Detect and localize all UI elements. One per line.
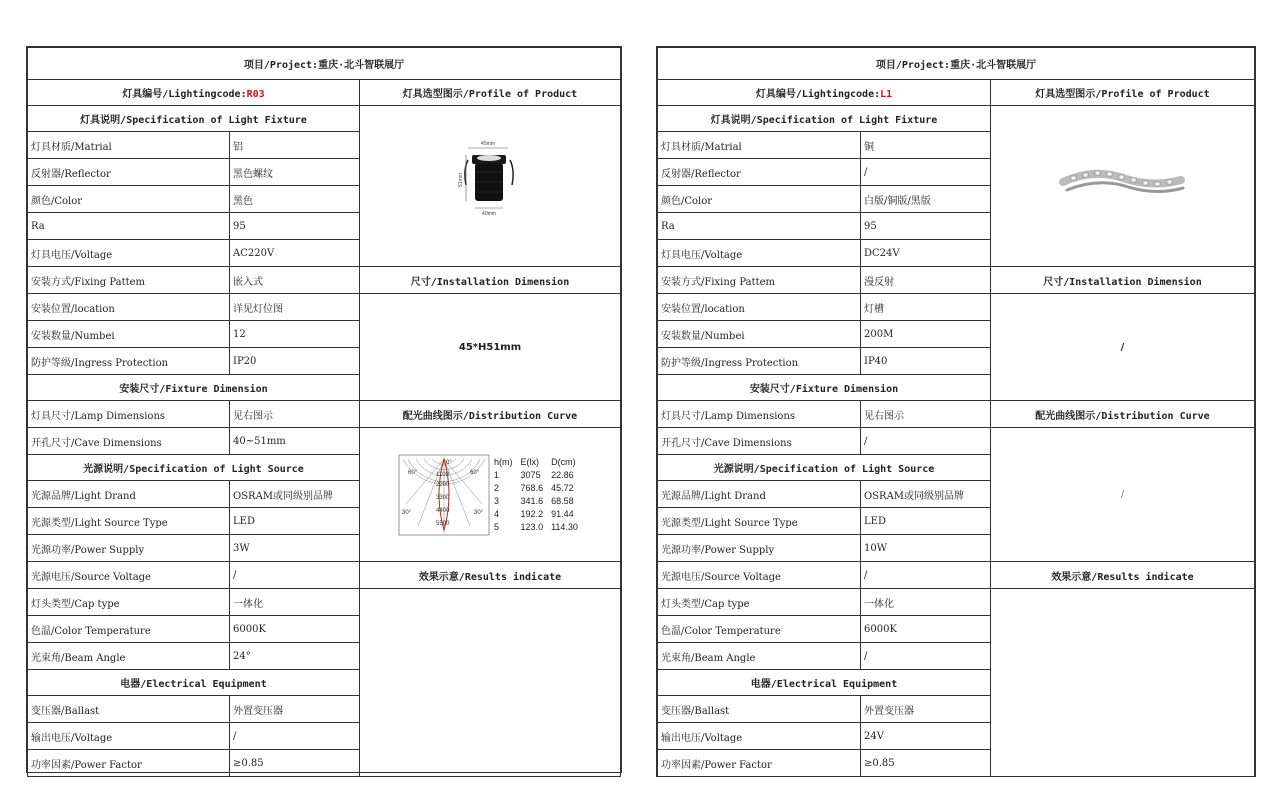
table-row: 4 192.2 91.44	[494, 508, 574, 519]
spec-sheet-r03	[26, 46, 622, 773]
table-row: 防护等级/Ingress Protection IP20	[28, 348, 621, 375]
table-row: 5 123.0 114.30	[494, 521, 578, 532]
table-row: 安装位置/location 详见灯位图 45*H51mm	[28, 294, 621, 321]
results-header: 效果示意/Results indicate	[360, 562, 621, 589]
distribution-curve: /	[991, 428, 1255, 562]
table-row: 反射器/Reflector 黑色螺纹	[28, 159, 621, 186]
table-row: 反射器/Reflector /	[658, 159, 1255, 186]
project-title: 项目/Project:重庆·北斗智联展厅	[658, 48, 1255, 80]
product-image	[360, 106, 621, 267]
table-row: 开孔尺寸/Cave Dimensions 40~51mm 60° 60° 30° 30° 0° 1100 2200 3300 4400 5500 h(m) E(lx) D(cm) 1 3075 22.86 2 768.6 45.72 3 341.6 68.58 4 192.2 91.44 5 123.0 114.30	[28, 428, 621, 455]
table-row: 灯具尺寸/Lamp Dimensions 见右图示 配光曲线图示/Distribution Curve	[658, 401, 1255, 428]
source-header: 光源说明/Specification of Light Source	[658, 455, 991, 481]
table-row: 光源功率/Power Supply 3W	[28, 535, 621, 562]
angle-label: 30°	[474, 509, 484, 516]
source-header: 光源说明/Specification of Light Source	[28, 455, 360, 481]
table-row: 开孔尺寸/Cave Dimensions / /	[658, 428, 1255, 455]
table-row: 灯具材质/Matrial 铝	[28, 132, 621, 159]
table-row: 安装数量/Numbei 200M	[658, 321, 1255, 348]
product-image	[991, 106, 1255, 267]
install-dimension: /	[991, 294, 1255, 401]
table-row: 灯具电压/Voltage DC24V	[658, 240, 1255, 267]
table-row: 变压器/Ballast 外置变压器	[658, 696, 1255, 723]
table-row: 颜色/Color 白版/铜版/黑版	[658, 186, 1255, 213]
angle-label: 60°	[470, 469, 480, 476]
table-row: 安装数量/Numbei 12	[28, 321, 621, 348]
iso-label: 5500	[436, 520, 450, 527]
distribution-header: 配光曲线图示/Distribution Curve	[991, 401, 1255, 428]
table-row: 灯头类型/Cap type 一体化	[658, 589, 1255, 616]
iso-label: 2200	[436, 481, 450, 488]
table-row: 功率因素/Power Factor ≥0.85	[658, 750, 1255, 777]
fixture-dim-header: 安装尺寸/Fixture Dimension	[28, 375, 360, 401]
profile-header: 灯具选型图示/Profile of Product	[360, 80, 621, 106]
polar-curve-chart	[398, 454, 490, 536]
table-row: 颜色/Color 黑色	[28, 186, 621, 213]
spec-sheet-l1	[656, 46, 1256, 777]
profile-header: 灯具选型图示/Profile of Product	[991, 80, 1255, 106]
iso-label: 4400	[436, 507, 450, 514]
install-dimension: 45*H51mm	[360, 294, 621, 401]
lighting-code-value: R03	[246, 89, 265, 100]
illuminance-table: h(m) E(lx) D(cm) 1 3075 22.86 2 768.6 45.72 3 341.6 68.58 4 192.2 91.44 5 123.0 114.30	[490, 456, 582, 534]
dim-side-label: 51mm	[458, 172, 464, 187]
table-row: 安装方式/Fixing Pattem 漫反射 尺寸/Installation Dimension	[658, 267, 1255, 294]
lighting-code-value: L1	[880, 89, 893, 100]
electrical-header: 电器/Electrical Equipment	[658, 670, 991, 696]
table-row: 色温/Color Temperature 6000K	[28, 616, 621, 643]
table-row: 光源功率/Power Supply 10W	[658, 535, 1255, 562]
table-row: 1 3075 22.86	[494, 469, 574, 480]
dim-top-label: 45mm	[481, 140, 495, 147]
table-row: 变压器/Ballast 外置变压器	[28, 696, 621, 723]
results-header: 效果示意/Results indicate	[991, 562, 1255, 589]
results-area	[360, 589, 621, 777]
table-row: 光源品牌/Light Drand OSRAM或同级别品牌	[28, 481, 621, 508]
table-row: 安装方式/Fixing Pattem 嵌入式 尺寸/Installation Dimension	[28, 267, 621, 294]
angle-label: 30°	[402, 509, 412, 516]
spec-header: 灯具说明/Specification of Light Fixture	[28, 106, 360, 132]
table-row: 安装位置/location 灯槽 /	[658, 294, 1255, 321]
led-strip-icon	[1053, 160, 1193, 210]
table-row: 灯具电压/Voltage AC220V	[28, 240, 621, 267]
table-row: 输出电压/Voltage 24V	[658, 723, 1255, 750]
angle-label: 60°	[408, 469, 418, 476]
table-row: 2 768.6 45.72	[494, 482, 574, 493]
table-row: 灯具尺寸/Lamp Dimensions 见右图示 配光曲线图示/Distribution Curve	[28, 401, 621, 428]
table-row: 光源类型/Light Source Type LED	[28, 508, 621, 535]
table-row: 光束角/Beam Angle /	[658, 643, 1255, 670]
table-row: Ra 95	[28, 213, 621, 240]
install-header: 尺寸/Installation Dimension	[991, 267, 1255, 294]
distribution-curve	[360, 428, 621, 562]
table-row: 输出电压/Voltage /	[28, 723, 621, 750]
table-row: 3 341.6 68.58	[494, 495, 574, 506]
angle-label: 0°	[446, 459, 452, 466]
results-area	[991, 589, 1255, 777]
table-row: 灯头类型/Cap type 一体化	[28, 589, 621, 616]
lighting-code: 灯具编号/Lightingcode:L1	[658, 80, 991, 106]
install-header: 尺寸/Installation Dimension	[360, 267, 621, 294]
downlight-icon	[430, 130, 550, 240]
electrical-header: 电器/Electrical Equipment	[28, 670, 360, 696]
project-title: 项目/Project:重庆·北斗智联展厅	[28, 48, 621, 80]
table-row: 色温/Color Temperature 6000K	[658, 616, 1255, 643]
table-row: 光束角/Beam Angle 24°	[28, 643, 621, 670]
dim-bottom-label: 40mm	[482, 210, 496, 217]
table-row: 防护等级/Ingress Protection IP40	[658, 348, 1255, 375]
table-row: 光源电压/Source Voltage / 效果示意/Results indicate	[658, 562, 1255, 589]
iso-label: 3300	[436, 494, 450, 501]
table-row: 光源品牌/Light Drand OSRAM或同级别品牌	[658, 481, 1255, 508]
fixture-dim-header: 安装尺寸/Fixture Dimension	[658, 375, 991, 401]
iso-label: 1100	[436, 471, 449, 478]
table-row: 光源电压/Source Voltage / 效果示意/Results indicate	[28, 562, 621, 589]
table-row: Ra 95	[658, 213, 1255, 240]
spec-header: 灯具说明/Specification of Light Fixture	[658, 106, 991, 132]
table-row: 光源类型/Light Source Type LED	[658, 508, 1255, 535]
lighting-code: 灯具编号/Lightingcode:R03	[28, 80, 360, 106]
distribution-header: 配光曲线图示/Distribution Curve	[360, 401, 621, 428]
table-row: 功率因素/Power Factor ≥0.85	[28, 750, 621, 777]
table-row: 灯具材质/Matrial 铜	[658, 132, 1255, 159]
